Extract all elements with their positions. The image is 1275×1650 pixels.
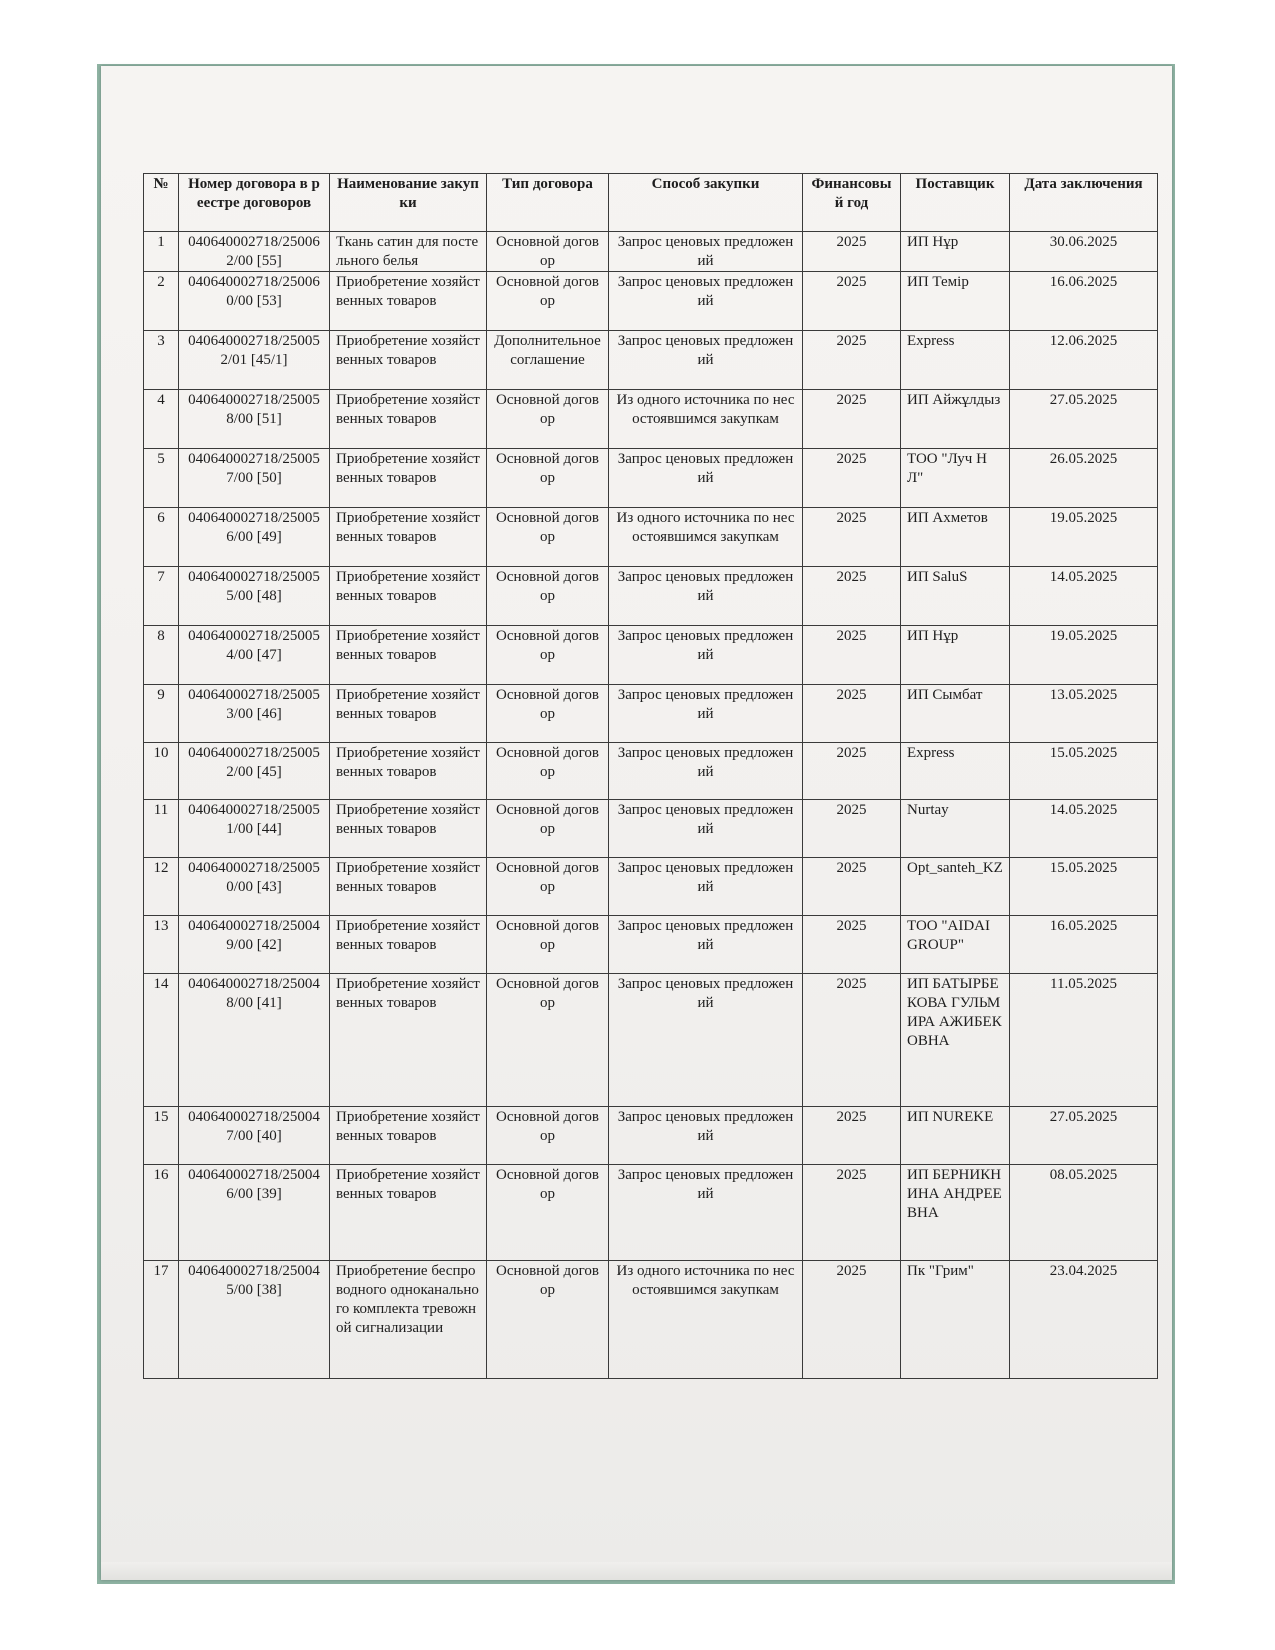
header-number-sign: №: [144, 174, 179, 232]
contract-number-cell: 040640002718/250046/00 [39]: [179, 1165, 330, 1261]
financial-year-cell: 2025: [803, 390, 901, 449]
procurement-name-cell: Приобретение хозяйственных товаров: [330, 800, 487, 858]
contract-number-cell: 040640002718/250060/00 [53]: [179, 272, 330, 331]
financial-year-cell: 2025: [803, 508, 901, 567]
conclusion-date-cell: 14.05.2025: [1010, 800, 1158, 858]
procurement-method-cell: Запрос ценовых предложений: [609, 1165, 803, 1261]
contract-type-cell: Основной договор: [487, 232, 609, 272]
row-index-cell: 9: [144, 685, 179, 743]
procurement-method-cell: Запрос ценовых предложений: [609, 1107, 803, 1165]
contract-type-cell: Основной договор: [487, 858, 609, 916]
contract-type-cell: Основной договор: [487, 743, 609, 800]
contract-number-cell: 040640002718/250054/00 [47]: [179, 626, 330, 685]
row-index-cell: 3: [144, 331, 179, 390]
supplier-cell: ИП БАТЫРБЕКОВА ГУЛЬМИРА АЖИБЕКОВНА: [901, 974, 1010, 1107]
supplier-cell: Пк "Грим": [901, 1261, 1010, 1379]
procurement-method-cell: Запрос ценовых предложений: [609, 567, 803, 626]
conclusion-date-cell: 12.06.2025: [1010, 331, 1158, 390]
table-row: [144, 232, 1158, 272]
header-financial-year: Финансовый год: [803, 174, 901, 232]
supplier-cell: ИП NUREKE: [901, 1107, 1010, 1165]
table-row: [144, 567, 1158, 626]
table-row: [144, 1107, 1158, 1165]
procurement-name-cell: Приобретение хозяйственных товаров: [330, 272, 487, 331]
supplier-cell: ИП Нұр: [901, 232, 1010, 272]
table-row: [144, 1261, 1158, 1379]
procurement-name-cell: Приобретение хозяйственных товаров: [330, 685, 487, 743]
row-index-cell: 13: [144, 916, 179, 974]
contract-number-cell: 040640002718/250052/00 [45]: [179, 743, 330, 800]
contract-type-cell: Основной договор: [487, 1261, 609, 1379]
row-index-cell: 7: [144, 567, 179, 626]
supplier-cell: ИП Сымбат: [901, 685, 1010, 743]
contract-number-cell: 040640002718/250062/00 [55]: [179, 232, 330, 272]
conclusion-date-cell: 11.05.2025: [1010, 974, 1158, 1107]
contract-number-cell: 040640002718/250057/00 [50]: [179, 449, 330, 508]
contract-type-cell: Основной договор: [487, 390, 609, 449]
contract-number-cell: 040640002718/250058/00 [51]: [179, 390, 330, 449]
table-row: [144, 390, 1158, 449]
table-header-row: [144, 174, 1158, 232]
supplier-cell: Nurtay: [901, 800, 1010, 858]
procurement-method-cell: Запрос ценовых предложений: [609, 626, 803, 685]
supplier-cell: ТОО "AIDAI GROUP": [901, 916, 1010, 974]
conclusion-date-cell: 08.05.2025: [1010, 1165, 1158, 1261]
procurement-method-cell: Запрос ценовых предложений: [609, 685, 803, 743]
table-row: [144, 743, 1158, 800]
contract-number-cell: 040640002718/250053/00 [46]: [179, 685, 330, 743]
contract-number-cell: 040640002718/250051/00 [44]: [179, 800, 330, 858]
conclusion-date-cell: 30.06.2025: [1010, 232, 1158, 272]
contract-type-cell: Основной договор: [487, 800, 609, 858]
procurement-name-cell: Приобретение хозяйственных товаров: [330, 743, 487, 800]
header-contract-type: Тип договора: [487, 174, 609, 232]
procurement-method-cell: Запрос ценовых предложений: [609, 272, 803, 331]
financial-year-cell: 2025: [803, 272, 901, 331]
header-supplier: Поставщик: [901, 174, 1010, 232]
procurement-method-cell: Запрос ценовых предложений: [609, 974, 803, 1107]
row-index-cell: 14: [144, 974, 179, 1107]
conclusion-date-cell: 27.05.2025: [1010, 390, 1158, 449]
financial-year-cell: 2025: [803, 858, 901, 916]
paper-edge: [101, 1562, 1172, 1580]
procurement-name-cell: Приобретение хозяйственных товаров: [330, 916, 487, 974]
contract-number-cell: 040640002718/250052/01 [45/1]: [179, 331, 330, 390]
contract-type-cell: Основной договор: [487, 1107, 609, 1165]
procurement-name-cell: Приобретение хозяйственных товаров: [330, 626, 487, 685]
row-index-cell: 11: [144, 800, 179, 858]
procurement-name-cell: Приобретение хозяйственных товаров: [330, 858, 487, 916]
table-row: [144, 1165, 1158, 1261]
supplier-cell: ИП Темір: [901, 272, 1010, 331]
procurement-method-cell: Запрос ценовых предложений: [609, 232, 803, 272]
row-index-cell: 15: [144, 1107, 179, 1165]
financial-year-cell: 2025: [803, 331, 901, 390]
table-row: [144, 858, 1158, 916]
procurement-name-cell: Приобретение хозяйственных товаров: [330, 508, 487, 567]
row-index-cell: 5: [144, 449, 179, 508]
header-procurement-name: Наименование закупки: [330, 174, 487, 232]
header-conclusion-date: Дата заключения: [1010, 174, 1158, 232]
procurement-method-cell: Запрос ценовых предложений: [609, 916, 803, 974]
contract-type-cell: Основной договор: [487, 1165, 609, 1261]
header-contract-number: Номер договора в реестре договоров: [179, 174, 330, 232]
procurement-name-cell: Приобретение хозяйственных товаров: [330, 567, 487, 626]
financial-year-cell: 2025: [803, 974, 901, 1107]
contract-type-cell: Дополнительное соглашение: [487, 331, 609, 390]
conclusion-date-cell: 16.05.2025: [1010, 916, 1158, 974]
procurement-method-cell: Запрос ценовых предложений: [609, 449, 803, 508]
contract-type-cell: Основной договор: [487, 272, 609, 331]
contract-number-cell: 040640002718/250049/00 [42]: [179, 916, 330, 974]
contract-number-cell: 040640002718/250045/00 [38]: [179, 1261, 330, 1379]
contract-number-cell: 040640002718/250055/00 [48]: [179, 567, 330, 626]
procurement-method-cell: Запрос ценовых предложений: [609, 743, 803, 800]
contract-type-cell: Основной договор: [487, 449, 609, 508]
procurement-name-cell: Приобретение беспроводного одноканального комплекта тревожной сигнализации: [330, 1261, 487, 1379]
supplier-cell: ИП Ахметов: [901, 508, 1010, 567]
conclusion-date-cell: 19.05.2025: [1010, 508, 1158, 567]
contract-type-cell: Основной договор: [487, 916, 609, 974]
conclusion-date-cell: 14.05.2025: [1010, 567, 1158, 626]
procurement-name-cell: Приобретение хозяйственных товаров: [330, 1107, 487, 1165]
table-row: [144, 272, 1158, 331]
table-row: [144, 800, 1158, 858]
row-index-cell: 1: [144, 232, 179, 272]
contract-number-cell: 040640002718/250050/00 [43]: [179, 858, 330, 916]
procurement-name-cell: Приобретение хозяйственных товаров: [330, 390, 487, 449]
contract-type-cell: Основной договор: [487, 685, 609, 743]
financial-year-cell: 2025: [803, 743, 901, 800]
conclusion-date-cell: 27.05.2025: [1010, 1107, 1158, 1165]
row-index-cell: 8: [144, 626, 179, 685]
contract-registry-table: [143, 173, 1158, 1379]
contract-type-cell: Основной договор: [487, 626, 609, 685]
contract-number-cell: 040640002718/250048/00 [41]: [179, 974, 330, 1107]
financial-year-cell: 2025: [803, 1261, 901, 1379]
conclusion-date-cell: 16.06.2025: [1010, 272, 1158, 331]
contract-type-cell: Основной договор: [487, 974, 609, 1107]
conclusion-date-cell: 26.05.2025: [1010, 449, 1158, 508]
conclusion-date-cell: 23.04.2025: [1010, 1261, 1158, 1379]
procurement-method-cell: Из одного источника по несостоявшимся закупкам: [609, 390, 803, 449]
conclusion-date-cell: 15.05.2025: [1010, 743, 1158, 800]
financial-year-cell: 2025: [803, 626, 901, 685]
supplier-cell: Express: [901, 331, 1010, 390]
procurement-name-cell: Приобретение хозяйственных товаров: [330, 449, 487, 508]
procurement-name-cell: Приобретение хозяйственных товаров: [330, 1165, 487, 1261]
header-procurement-method: Способ закупки: [609, 174, 803, 232]
procurement-name-cell: Приобретение хозяйственных товаров: [330, 331, 487, 390]
row-index-cell: 17: [144, 1261, 179, 1379]
financial-year-cell: 2025: [803, 800, 901, 858]
procurement-name-cell: Приобретение хозяйственных товаров: [330, 974, 487, 1107]
contract-type-cell: Основной договор: [487, 508, 609, 567]
supplier-cell: ИП SaluS: [901, 567, 1010, 626]
supplier-cell: Express: [901, 743, 1010, 800]
supplier-cell: ИП Айжұлдыз: [901, 390, 1010, 449]
conclusion-date-cell: 13.05.2025: [1010, 685, 1158, 743]
table-row: [144, 508, 1158, 567]
financial-year-cell: 2025: [803, 567, 901, 626]
table-row: [144, 626, 1158, 685]
row-index-cell: 4: [144, 390, 179, 449]
supplier-cell: ИП БЕРНИКНИНА АНДРЕЕВНА: [901, 1165, 1010, 1261]
procurement-method-cell: Из одного источника по несостоявшимся закупкам: [609, 508, 803, 567]
procurement-method-cell: Из одного источника по несостоявшимся закупкам: [609, 1261, 803, 1379]
procurement-method-cell: Запрос ценовых предложений: [609, 858, 803, 916]
conclusion-date-cell: 19.05.2025: [1010, 626, 1158, 685]
financial-year-cell: 2025: [803, 232, 901, 272]
row-index-cell: 6: [144, 508, 179, 567]
financial-year-cell: 2025: [803, 916, 901, 974]
supplier-cell: Opt_santeh_KZ: [901, 858, 1010, 916]
row-index-cell: 12: [144, 858, 179, 916]
financial-year-cell: 2025: [803, 449, 901, 508]
financial-year-cell: 2025: [803, 1107, 901, 1165]
row-index-cell: 16: [144, 1165, 179, 1261]
table-row: [144, 685, 1158, 743]
row-index-cell: 2: [144, 272, 179, 331]
supplier-cell: ИП Нұр: [901, 626, 1010, 685]
row-index-cell: 10: [144, 743, 179, 800]
procurement-name-cell: Ткань сатин для постельного белья: [330, 232, 487, 272]
contract-type-cell: Основной договор: [487, 567, 609, 626]
conclusion-date-cell: 15.05.2025: [1010, 858, 1158, 916]
table-row: [144, 449, 1158, 508]
procurement-method-cell: Запрос ценовых предложений: [609, 800, 803, 858]
contract-number-cell: 040640002718/250047/00 [40]: [179, 1107, 330, 1165]
table-row: [144, 331, 1158, 390]
table-row: [144, 916, 1158, 974]
financial-year-cell: 2025: [803, 685, 901, 743]
financial-year-cell: 2025: [803, 1165, 901, 1261]
procurement-method-cell: Запрос ценовых предложений: [609, 331, 803, 390]
supplier-cell: ТОО "Луч НЛ": [901, 449, 1010, 508]
table-row: [144, 974, 1158, 1107]
contract-number-cell: 040640002718/250056/00 [49]: [179, 508, 330, 567]
